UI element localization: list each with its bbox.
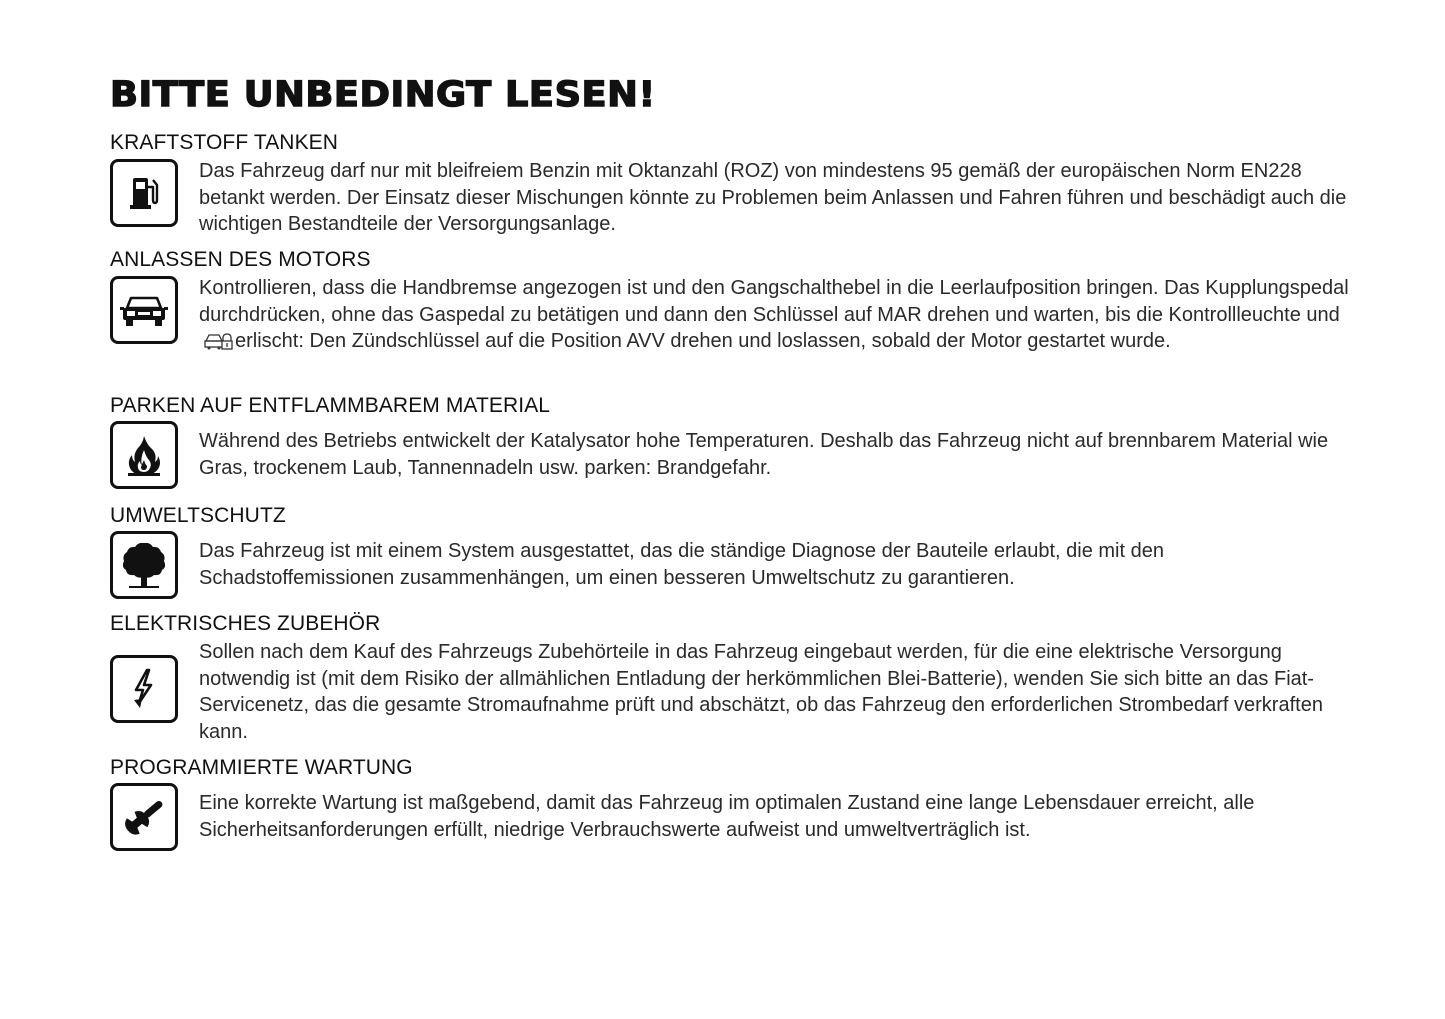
fuel-pump-icon [110, 159, 178, 227]
section-environment [110, 503, 1360, 591]
section-electrical-accessories [110, 611, 1360, 745]
section-text-engine-start [199, 275, 1360, 359]
section-text-scheduled-maintenance: Eine korrekte Wartung ist maßgebend, damit das Fahrzeug im optimalen Zustand eine lange Lebensdauer erreicht, alle Sicherheitsanforderungen erfüllt, niedrige Verbrauchswerte aufweist und umweltverträglich ist. [199, 792, 1255, 841]
car-front-icon [110, 276, 178, 344]
wrench-icon [110, 783, 178, 851]
section-body-fuel [110, 158, 1360, 238]
section-heading-engine-start: ANLASSEN DES MOTORS [110, 248, 371, 271]
section-parking-flammable [110, 393, 1360, 481]
section-body-engine-start [110, 275, 1360, 359]
immobilizer-warning-icon [203, 331, 233, 359]
flame-icon [110, 421, 178, 489]
engine-start-text-part1: Kontrollieren, dass die Handbremse angezogen ist und den Gangschalthebel in die Leerlaufposition bringen. Das Kupplungspedal durchdrücken, ohne das Gaspedal zu betätigen und dann den Schlüssel auf MAR drehen und warten, bis die Kontrollleuchte und [199, 277, 1349, 326]
section-body-environment [110, 531, 1360, 591]
section-heading-environment: UMWELTSCHUTZ [110, 504, 286, 527]
document-page [110, 72, 1360, 841]
section-heading-scheduled-maintenance: PROGRAMMIERTE WARTUNG [110, 756, 413, 779]
section-heading-fuel: KRAFTSTOFF TANKEN [110, 131, 339, 154]
section-text-fuel: Das Fahrzeug darf nur mit bleifreiem Benzin mit Oktanzahl (ROZ) von mindestens 95 gemäß der europäischen Norm EN228 betankt werden. Der Einsatz dieser Mischungen könnte zu Problemen beim Anlassen und Fahren führen und beschädigt auch die wichtigen Bestandteile der Versorgungsanlage. [199, 160, 1347, 235]
section-body-parking-flammable [110, 421, 1360, 481]
section-scheduled-maintenance [110, 755, 1360, 843]
page-title: BITTE UNBEDINGT LESEN! [110, 75, 656, 115]
section-heading-parking-flammable: PARKEN AUF ENTFLAMMBAREM MATERIAL [110, 394, 551, 417]
section-engine-start [110, 247, 1360, 359]
section-text-electrical-accessories: Sollen nach dem Kauf des Fahrzeugs Zubehörteile in das Fahrzeug eingebaut werden, für die eine elektrische Versorgung notwendig ist (mit dem Risiko der allmählichen Entladung der herkömmlichen Blei-Batterie), wenden Sie sich bitte an das Fiat-Servicenetz, das die gesamte Stromaufnahme prüft und abschätzt, ob das Fahrzeug den erforderlichen Strombedarf verkraften kann. [199, 641, 1323, 743]
tree-icon [110, 531, 178, 599]
section-heading-electrical-accessories: ELEKTRISCHES ZUBEHÖR [110, 612, 381, 635]
section-text-parking-flammable: Während des Betriebs entwickelt der Katalysator hohe Temperaturen. Deshalb das Fahrzeug nicht auf brennbarem Material wie Gras, trockenem Laub, Tannennadeln usw. parken: Brandgefahr. [199, 430, 1329, 479]
section-body-scheduled-maintenance [110, 783, 1360, 843]
lightning-bolt-icon [110, 655, 178, 723]
section-body-electrical-accessories [110, 639, 1360, 745]
section-text-environment: Das Fahrzeug ist mit einem System ausgestattet, das die ständige Diagnose der Bauteile erlaubt, die mit den Schadstoffemissionen zusammenhängen, um einen besseren Umweltschutz zu garantieren. [199, 540, 1164, 589]
section-fuel [110, 130, 1360, 238]
engine-start-text-part2: erlischt: Den Zündschlüssel auf die Position AVV drehen und loslassen, sobald der Motor gestartet wurde. [235, 330, 1171, 352]
